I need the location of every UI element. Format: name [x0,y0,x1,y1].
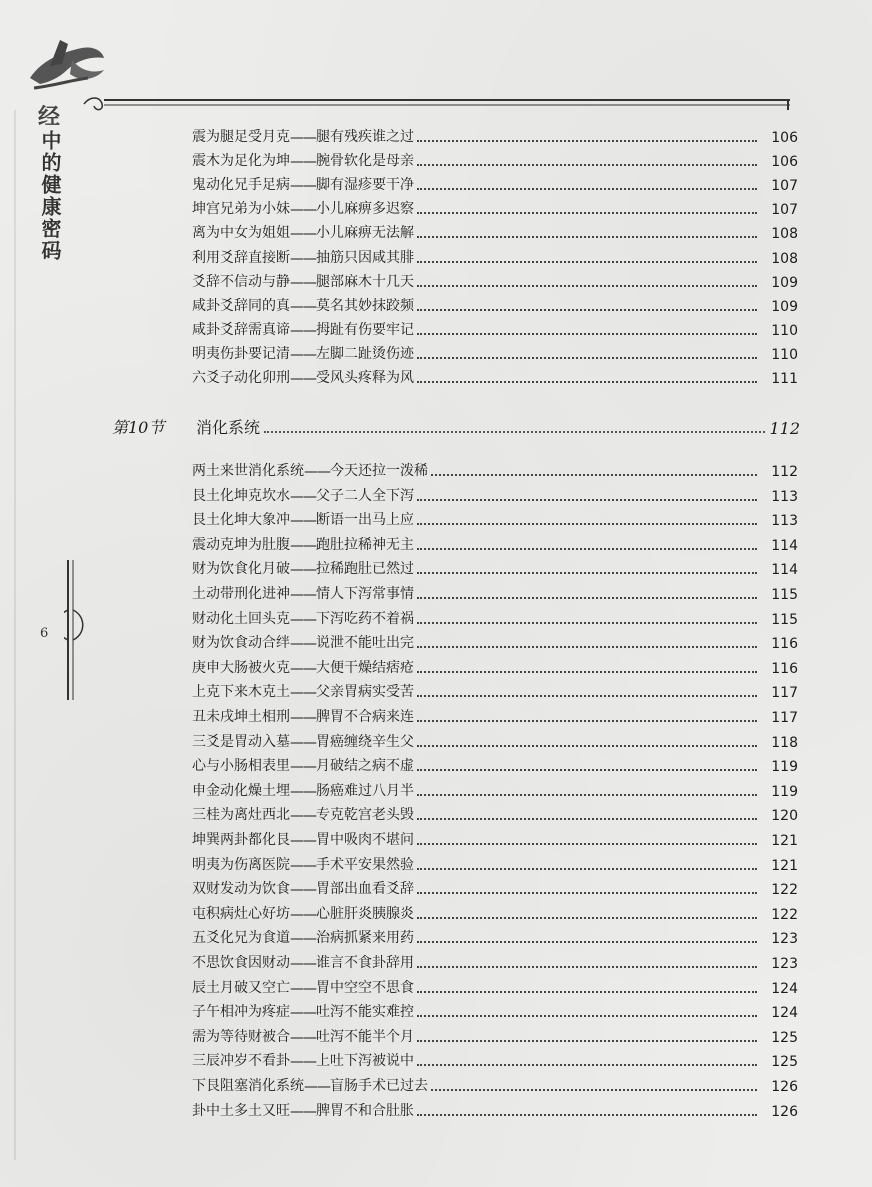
entry-title-part1: 离为中女为姐姐 [192,225,290,242]
toc-entry [192,245,798,267]
dot-leader [417,990,757,993]
section-page-number: 112 [769,419,800,438]
entry-title-part1: 明夷伤卦要记清 [192,345,290,362]
entry-page-number: 111 [771,371,798,387]
entry-title-part2: 腿有残疾谁之过 [316,129,414,145]
entry-title-part1: 坤宫兄弟为小妹 [192,201,290,218]
entry-title-part1: 屯积病灶心好坊 [192,905,290,922]
entry-title-part1: 五爻化兄为食道 [192,930,290,947]
dot-leader [417,211,757,214]
toc-entry [192,341,798,363]
entry-title-part1: 卦中土多土又旺 [192,1102,290,1119]
entry-title-part2: 莫名其妙抹跤频 [316,297,414,314]
entry-title-part2: 断语一出马上应 [316,512,414,529]
em-dash: —— [290,298,316,315]
entry-title-part2: 受风头疼释为风 [316,370,414,386]
toc-entry [192,630,798,652]
toc-entry [192,317,798,339]
dot-leader [417,498,757,501]
entry-page-number: 117 [771,710,798,726]
entry-page-number: 121 [771,833,798,849]
entry-title-part2: 手术平安果然验 [316,856,414,873]
toc-entry [192,802,798,824]
dot-leader [417,768,757,771]
em-dash: —— [290,906,316,923]
entry-page-number: 122 [771,906,798,923]
dot-leader [417,940,757,943]
dot-leader [417,916,757,919]
entry-page-number: 108 [771,226,798,243]
entry-page-number: 117 [771,685,798,702]
entry-page-number: 109 [771,298,798,315]
entry-title-part1: 明夷为伤离医院 [192,856,290,873]
em-dash: —— [290,734,316,751]
dot-leader [417,965,757,968]
entry-title-part2: 胃部出血看爻辞 [316,881,414,898]
entry-title-part2: 专克乾宫老头毁 [316,807,414,824]
entry-title-part1: 需为等待财被合 [192,1028,290,1045]
entry-page-number: 124 [771,980,798,997]
entry-title-part1: 三爻是胃动入墓 [192,733,290,750]
toc-entry [192,655,798,677]
toc-entry [192,876,798,898]
entry-page-number: 119 [771,783,798,800]
entry-title-part1: 心与小肠相表里 [192,758,290,775]
dot-leader [417,356,757,359]
entry-title-part1: 鬼动化兄手足病 [192,177,290,194]
dot-leader [417,308,757,311]
entry-title-part1: 震为腿足受月克 [192,129,290,145]
em-dash: —— [290,685,316,702]
entry-title-part1: 三辰冲岁不看卦 [192,1053,290,1070]
dot-leader [417,284,757,287]
entry-page-number: 109 [771,274,798,291]
vertical-title-top: 经 [38,104,61,130]
entry-page-number: 113 [771,488,798,505]
top-border-rule [82,96,792,112]
entry-title-part2: 腿部麻木十几天 [316,273,414,290]
em-dash: —— [290,833,316,849]
toc-entry [192,999,798,1021]
entry-title-part1: 爻辞不信动与静 [192,273,290,290]
dot-leader [417,596,757,599]
toc-entry [192,1073,798,1095]
em-dash: —— [290,226,316,243]
dot-leader [417,1014,757,1017]
toc-entry [192,925,798,947]
toc-entry [192,901,798,923]
toc-entry [192,365,798,387]
entry-title-part2: 小儿麻痹无法解 [316,225,414,242]
entry-title-part1: 庚申大肠被火克 [192,659,290,676]
entry-title-part2: 上吐下泻被说中 [316,1053,414,1070]
em-dash: —— [290,130,316,146]
entry-page-number: 126 [771,1079,798,1095]
toc-entry [192,950,798,972]
em-dash: —— [290,178,316,195]
entry-title-part2: 谁言不食卦辞用 [316,955,414,971]
entry-title-part1: 双财发动为饮食 [192,881,290,898]
em-dash: —— [290,1103,316,1120]
entry-page-number: 108 [771,250,798,267]
em-dash: —— [290,274,316,291]
entry-page-number: 110 [771,322,798,339]
toc-entry [192,729,798,751]
entry-title-part1: 财动化土回头克 [192,610,290,627]
entry-title-part2: 胃中吸肉不堪问 [316,832,414,848]
toc-entry [192,1024,798,1046]
side-ornament-rule [64,560,86,700]
entry-title-part2: 治病抓紧来用药 [316,930,414,947]
page-number: 6 [40,626,49,641]
toc-entry [192,269,798,291]
em-dash: —— [290,371,316,387]
entry-title-part2: 盲肠手术已过去 [330,1078,428,1094]
dot-leader [417,1063,757,1066]
entry-title-part1: 两土来世消化系统 [192,463,304,479]
entry-page-number: 107 [771,178,798,195]
dot-leader [417,670,757,673]
entry-title-part2: 吐泻不能实难控 [316,1004,414,1021]
entry-title-part2: 下泻吃药不着祸 [316,610,414,627]
toc-entry [192,753,798,775]
entry-title-part1: 下艮阻塞消化系统 [192,1078,304,1094]
dot-leader [417,571,757,574]
dot-leader [431,1088,757,1091]
entry-title-part1: 咸卦爻辞同的真 [192,297,290,314]
dot-leader [417,547,757,550]
dot-leader [417,1039,757,1042]
entry-page-number: 114 [771,562,798,579]
entry-title-part2: 抽筋只因咸其腓 [316,249,414,266]
entry-page-number: 123 [771,956,798,972]
em-dash: —— [290,1005,316,1022]
entry-page-number: 124 [771,1005,798,1022]
entry-page-number: 116 [771,636,798,653]
em-dash: —— [290,980,316,997]
em-dash: —— [290,931,316,948]
entry-title-part2: 脚有湿疹要干净 [316,177,414,194]
entry-title-part2: 脾胃不和合肚胀 [316,1102,414,1119]
entry-title-part2: 胃中空空不思食 [316,979,414,996]
entry-title-part1: 坤巽两卦都化艮 [192,832,290,848]
dot-leader [431,473,757,476]
toc-entry [192,827,798,849]
entry-page-number: 126 [771,1103,798,1120]
toc-entry [192,483,798,505]
entry-title-part2: 月破结之病不虚 [316,758,414,775]
em-dash: —— [290,537,316,554]
dot-leader [417,744,757,747]
toc-entry [192,1048,798,1070]
em-dash: —— [290,956,316,972]
em-dash: —— [290,759,316,776]
em-dash: —— [290,882,316,899]
section-label: 第10节 [112,418,165,437]
dot-leader [417,380,757,383]
entry-title-part2: 肠癌难过八月半 [316,782,414,799]
entry-title-part1: 艮土化坤克坎水 [192,487,290,504]
entry-page-number: 121 [771,857,798,874]
entry-title-part2: 拇趾有伤要牢记 [316,321,414,338]
dot-leader [417,522,757,525]
dot-leader [417,645,757,648]
entry-title-part1: 辰土月破又空亡 [192,979,290,996]
toc-entry [192,172,798,194]
em-dash: —— [290,636,316,653]
dot-leader [417,332,757,335]
entry-title-part1: 不思饮食因财动 [192,955,290,971]
vertical-book-title: 中的健康密码 [38,130,62,262]
entry-title-part2: 拉稀跑肚已然过 [316,561,414,578]
entry-title-part1: 上克下来木克土 [192,684,290,701]
entry-page-number: 107 [771,202,798,219]
dot-leader [417,235,757,238]
entry-title-part1: 财为饮食动合绊 [192,635,290,652]
dot-leader [417,817,757,820]
em-dash: —— [290,808,316,825]
entry-title-part1: 申金动化燥土埋 [192,782,290,799]
entry-title-part1: 财为饮食化月破 [192,561,290,578]
em-dash: —— [290,1054,316,1071]
entry-title-part1: 三桂为离灶西北 [192,807,290,824]
dot-leader [417,260,757,263]
em-dash: —— [304,464,330,480]
entry-title-part1: 咸卦爻辞需真谛 [192,321,290,338]
entry-page-number: 125 [771,1054,798,1071]
dot-leader [417,793,757,796]
em-dash: —— [290,488,316,505]
em-dash: —— [290,587,316,603]
entry-title-part1: 丑未戌坤土相刑 [192,709,290,725]
section-heading [112,414,800,438]
entry-title-part2: 吐泻不能半个月 [316,1028,414,1045]
toc-entry [192,507,798,529]
entry-page-number: 106 [771,154,798,171]
toc-entry [192,124,798,146]
toc-entry [192,220,798,242]
entry-title-part2: 心脏肝炎胰腺炎 [316,905,414,922]
dot-leader [417,621,757,624]
em-dash: —— [290,346,316,363]
toc-entry [192,532,798,554]
entry-title-part2: 脾胃不合病来连 [316,709,414,725]
dot-leader [417,842,757,845]
em-dash: —— [290,660,316,677]
dot-leader [417,891,757,894]
em-dash: —— [290,202,316,219]
entry-title-part2: 父亲胃病实受苦 [316,684,414,701]
entry-page-number: 125 [771,1029,798,1046]
dot-leader [417,1113,757,1116]
entry-title-part2: 今天还拉一泼稀 [330,463,428,479]
entry-title-part2: 说泄不能吐出完 [316,635,414,652]
em-dash: —— [290,857,316,874]
entry-page-number: 115 [771,587,798,603]
em-dash: —— [290,322,316,339]
entry-title-part2: 小儿麻痹多迟察 [316,201,414,218]
entry-title-part2: 父子二人全下泻 [316,487,414,504]
entry-page-number: 122 [771,882,798,899]
entry-title-part1: 子午相冲为疼症 [192,1004,290,1021]
toc-entry [192,606,798,628]
entry-page-number: 118 [771,734,798,751]
entry-page-number: 123 [771,931,798,948]
em-dash: —— [290,513,316,530]
toc-entry [192,852,798,874]
entry-title-part2: 腕骨软化是母亲 [316,153,414,170]
entry-title-part1: 利用爻辞直接断 [192,249,290,266]
toc-entry [192,1098,798,1120]
dot-leader [417,187,757,190]
section-title: 消化系统 [196,418,261,437]
toc-entry [192,679,798,701]
entry-title-part2: 左脚二趾烫伤迹 [316,345,414,362]
dot-leader [417,694,757,697]
em-dash: —— [290,562,316,579]
entry-title-part1: 震木为足化为坤 [192,153,290,170]
toc-entry [192,293,798,315]
dot-leader [417,867,757,870]
entry-page-number: 114 [771,537,798,554]
em-dash: —— [290,783,316,800]
dot-leader [264,430,765,433]
em-dash: —— [290,611,316,628]
entry-page-number: 120 [771,808,798,825]
entry-title-part2: 情人下泻常事情 [316,586,414,602]
toc-entry [192,581,798,603]
em-dash: —— [290,710,316,726]
dot-leader [417,719,757,722]
em-dash: —— [290,154,316,171]
entry-page-number: 116 [771,660,798,677]
entry-title-part2: 大便干燥结痞疮 [316,659,414,676]
em-dash: —— [304,1079,330,1095]
toc-entry [192,196,798,218]
entry-page-number: 115 [771,611,798,628]
toc-entry [192,556,798,578]
entry-page-number: 110 [771,346,798,363]
dot-leader [417,139,757,142]
toc-entry [192,704,798,726]
em-dash: —— [290,250,316,267]
page-gutter [14,110,16,1160]
toc-entry [192,778,798,800]
entry-title-part1: 六爻子动化卯刑 [192,370,290,386]
toc-entry [192,458,798,480]
dot-leader [417,163,757,166]
entry-title-part2: 胃癌缠绕辛生父 [316,733,414,750]
entry-title-part1: 震动克坤为肚腹 [192,536,290,553]
entry-title-part1: 土动带刑化进神 [192,586,290,602]
entry-page-number: 119 [771,759,798,776]
entry-page-number: 113 [771,513,798,530]
toc-entry [192,975,798,997]
entry-page-number: 112 [771,464,798,480]
entry-title-part2: 跑肚拉稀神无主 [316,536,414,553]
entry-title-part1: 艮土化坤大象冲 [192,512,290,529]
entry-page-number: 106 [771,130,798,146]
toc-entry [192,148,798,170]
em-dash: —— [290,1029,316,1046]
